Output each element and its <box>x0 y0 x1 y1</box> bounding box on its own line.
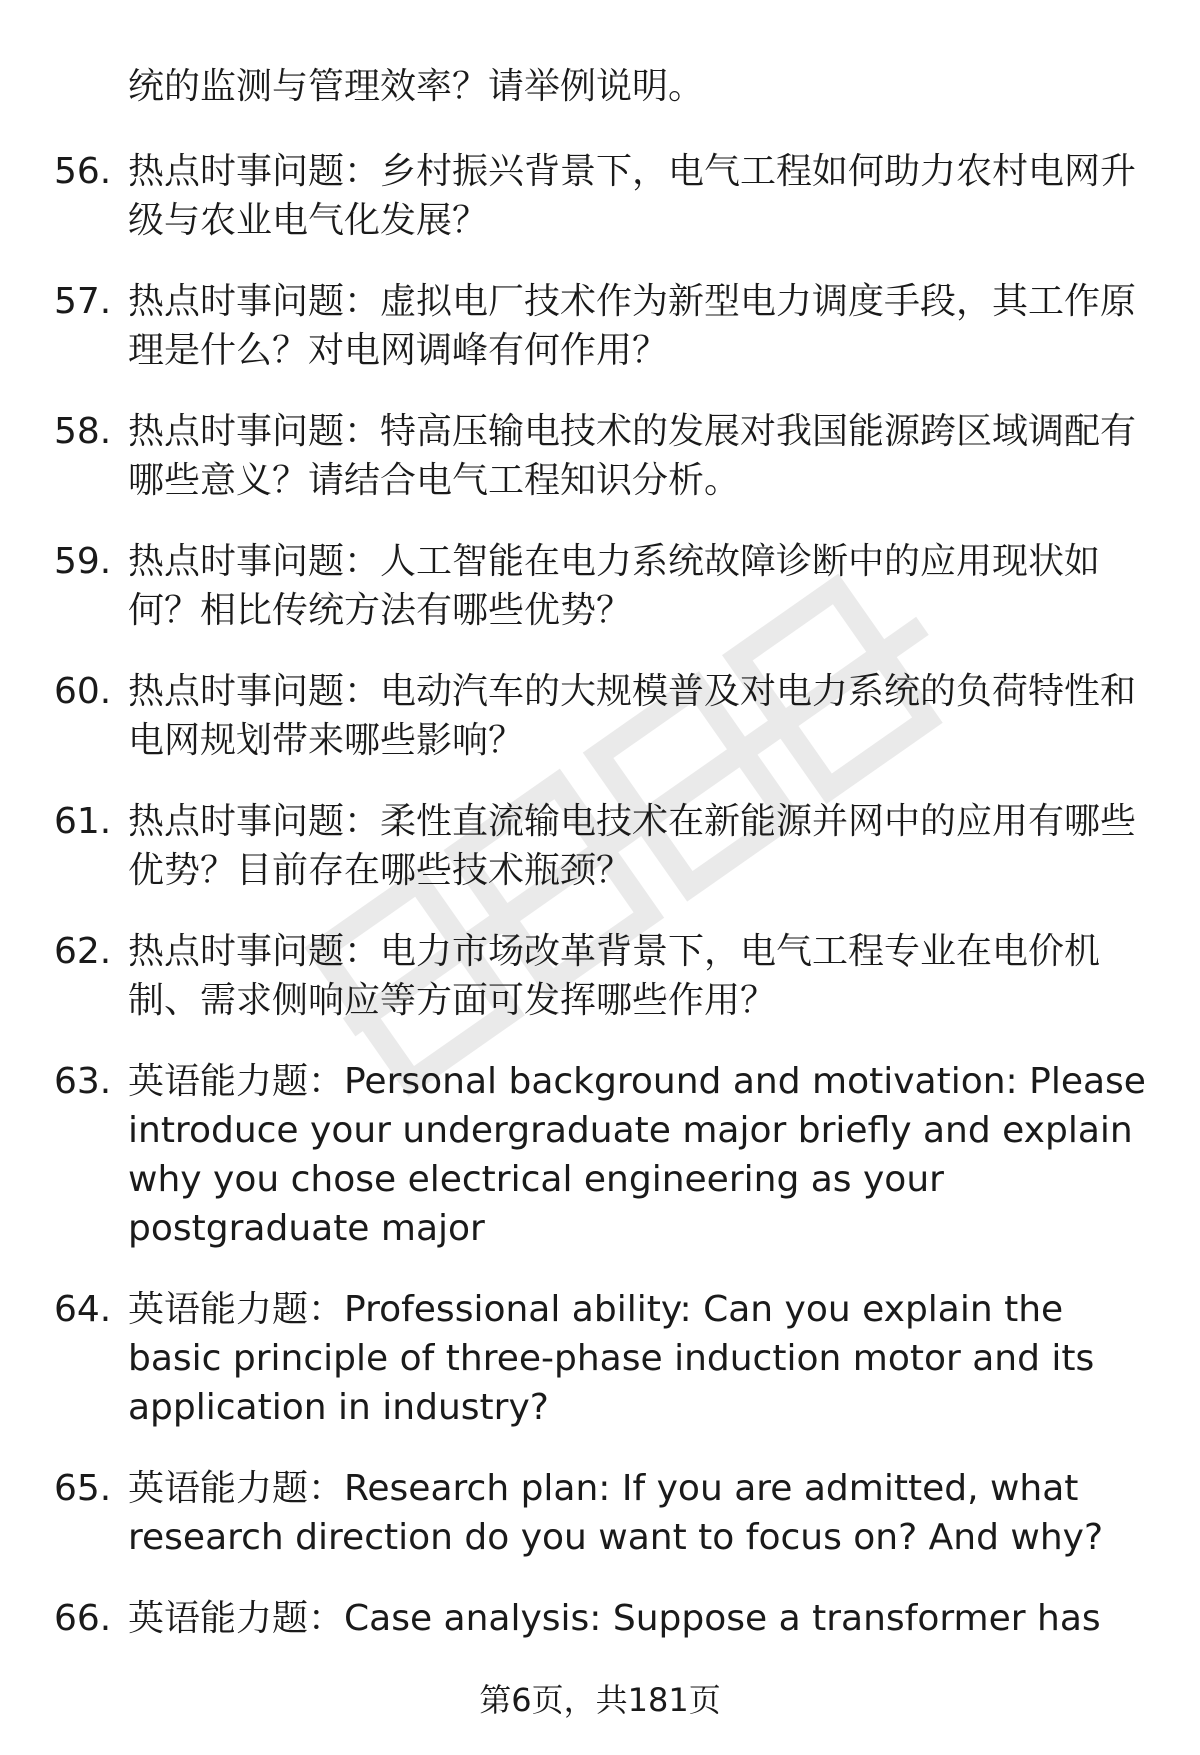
item-text: 热点时事问题：柔性直流输电技术在新能源并网中的应用有哪些优势？目前存在哪些技术瓶颈？ <box>128 801 1137 891</box>
item-number: 57. <box>54 281 112 322</box>
list-item <box>0 1594 1200 1643</box>
list-item <box>0 667 1200 765</box>
continued-question-text: 统的监测与管理效率？请举例说明。 <box>128 66 705 107</box>
item-text: 热点时事问题：电力市场改革背景下，电气工程专业在电价机制、需求侧响应等方面可发挥哪些作用？ <box>128 931 1101 1021</box>
item-number: 59. <box>54 541 112 582</box>
list-item <box>0 797 1200 895</box>
list-item <box>0 1285 1200 1432</box>
item-number: 65. <box>54 1468 112 1509</box>
item-number: 61. <box>54 801 112 842</box>
list-item <box>0 277 1200 375</box>
question-list <box>0 147 1200 1675</box>
list-item <box>0 407 1200 505</box>
list-item <box>0 537 1200 635</box>
item-number: 56. <box>54 151 112 192</box>
item-text: 热点时事问题：电动汽车的大规模普及对电力系统的负荷特性和电网规划带来哪些影响？ <box>128 671 1137 761</box>
item-number: 63. <box>54 1061 112 1102</box>
list-item <box>0 1464 1200 1562</box>
page-number-footer: 第6页，共181页 <box>479 1681 721 1719</box>
list-item <box>0 927 1200 1025</box>
item-text: 热点时事问题：特高压输电技术的发展对我国能源跨区域调配有哪些意义？请结合电气工程知识分析。 <box>128 411 1137 501</box>
item-number: 60. <box>54 671 112 712</box>
item-number: 64. <box>54 1289 112 1330</box>
item-text: 英语能力题：Case analysis: Suppose a transformer has <box>128 1598 1101 1639</box>
item-text: 英语能力题：Personal background and motivation: Please introduce your undergraduate major briefly and explain why you chose electrical engineering as your postgraduate major <box>128 1061 1146 1249</box>
item-number: 58. <box>54 411 112 452</box>
item-text: 热点时事问题：乡村振兴背景下，电气工程如何助力农村电网升级与农业电气化发展？ <box>128 151 1137 241</box>
item-number: 66. <box>54 1598 112 1639</box>
item-number: 62. <box>54 931 112 972</box>
item-text: 热点时事问题：虚拟电厂技术作为新型电力调度手段，其工作原理是什么？对电网调峰有何作用？ <box>128 281 1137 371</box>
list-item <box>0 147 1200 245</box>
item-text: 英语能力题：Research plan: If you are admitted, what research direction do you want to focus on? And why? <box>128 1468 1104 1558</box>
list-item <box>0 1057 1200 1253</box>
item-text: 热点时事问题：人工智能在电力系统故障诊断中的应用现状如何？相比传统方法有哪些优势？ <box>128 541 1101 631</box>
item-text: 英语能力题：Professional ability: Can you explain the basic principle of three-phase induction motor and its application in industry? <box>128 1289 1095 1428</box>
